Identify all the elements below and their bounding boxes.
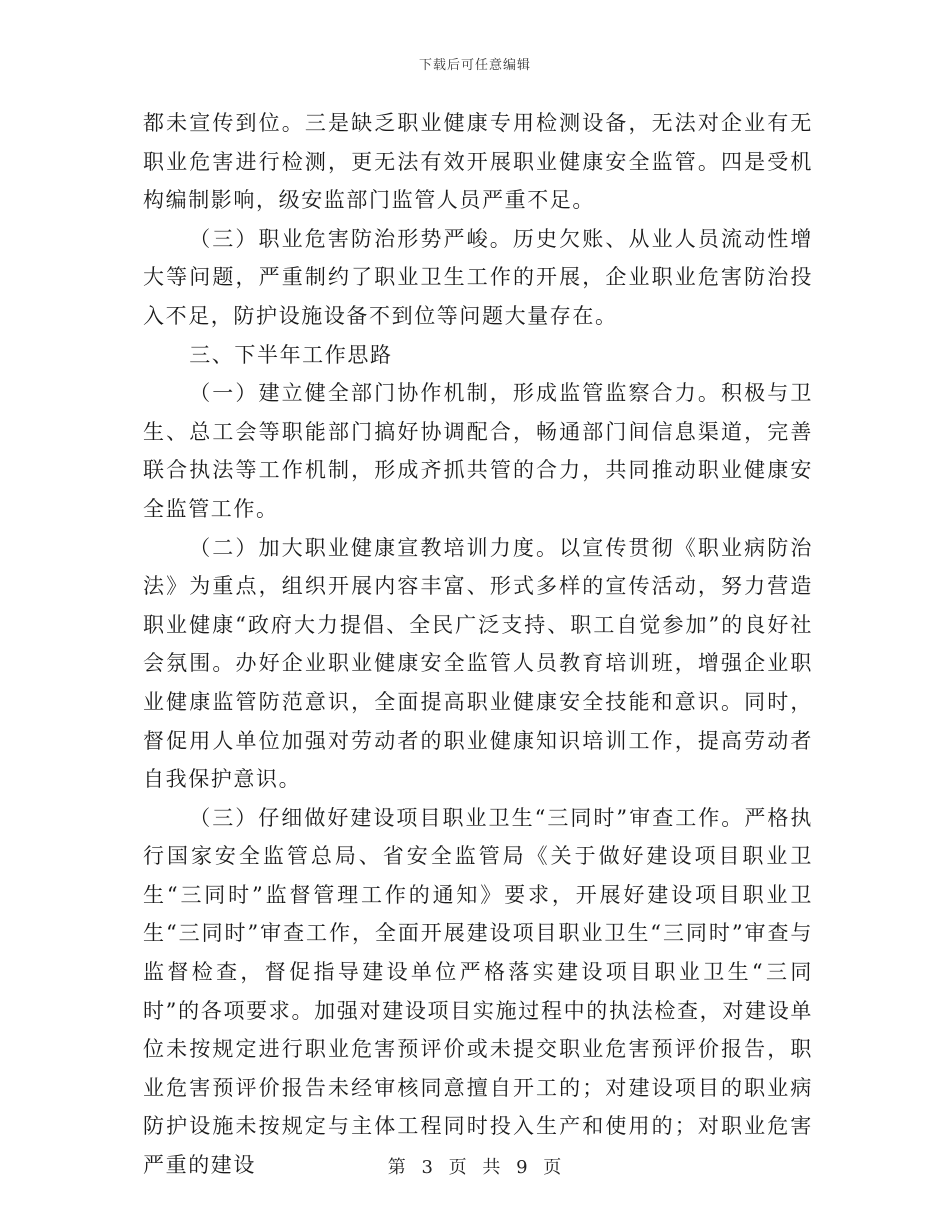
paragraph-2: （三）职业危害防治形势严峻。历史欠账、从业人员流动性增大等问题，严重制约了职业卫生工作的开展，企业职业危害防治投入不足，防护设施设备不到位等问题大量存在。 bbox=[143, 226, 813, 328]
page-header: 下载后可任意编辑 bbox=[418, 58, 531, 73]
paragraph-5: （三）仔细做好建设项目职业卫生“三同时”审查工作。严格执行国家安全监管总局、省安全监管局《关于做好建设项目职业卫生“三同时”监督管理工作的通知》要求，开展好建设项目职业卫生“三同时”审查工作，全面开展建设项目职业卫生“三同时”审查与监督检查，督促指导建设单位严格落实建设项目职业卫生“三同时”的各项要求。加强对建设项目实施过程中的执法检查，对建设单位未按规定进行职业危害预评价或未提交职业危害预评价报告，职业危害预评价报告未经审核同意擅自开工的；对建设项目的职业病防护设施未按规定与主体工程同时投入生产和使用的；对职业危害严重的建设 bbox=[143, 805, 813, 1178]
page-number: 第 3 页 共 9 页 bbox=[387, 1157, 563, 1178]
paragraph-4: （二）加大职业健康宣教培训力度。以宣传贯彻《职业病防治法》为重点，组织开展内容丰富、形式多样的宣传活动，努力营造职业健康“政府大力提倡、全民广泛支持、职工自觉参加”的良好社会氛围。办好企业职业健康安全监管人员教育培训班，增强企业职业健康监管防范意识，全面提高职业健康安全技能和意识。同时，督促用人单位加强对劳动者的职业健康知识培训工作，提高劳动者自我保护意识。 bbox=[143, 535, 813, 792]
paragraph-1: 都未宣传到位。三是缺乏职业健康专用检测设备，无法对企业有无职业危害进行检测，更无法有效开展职业健康安全监管。四是受机构编制影响，级安监部门监管人员严重不足。 bbox=[143, 111, 813, 213]
section-heading: 三、下半年工作思路 bbox=[189, 342, 393, 367]
paragraph-3: （一）建立健全部门协作机制，形成监管监察合力。积极与卫生、总工会等职能部门搞好协调配合，畅通部门间信息渠道，完善联合执法等工作机制，形成齐抓共管的合力，共同推动职业健康安全监管工作。 bbox=[143, 381, 813, 521]
document-body bbox=[143, 104, 813, 1185]
